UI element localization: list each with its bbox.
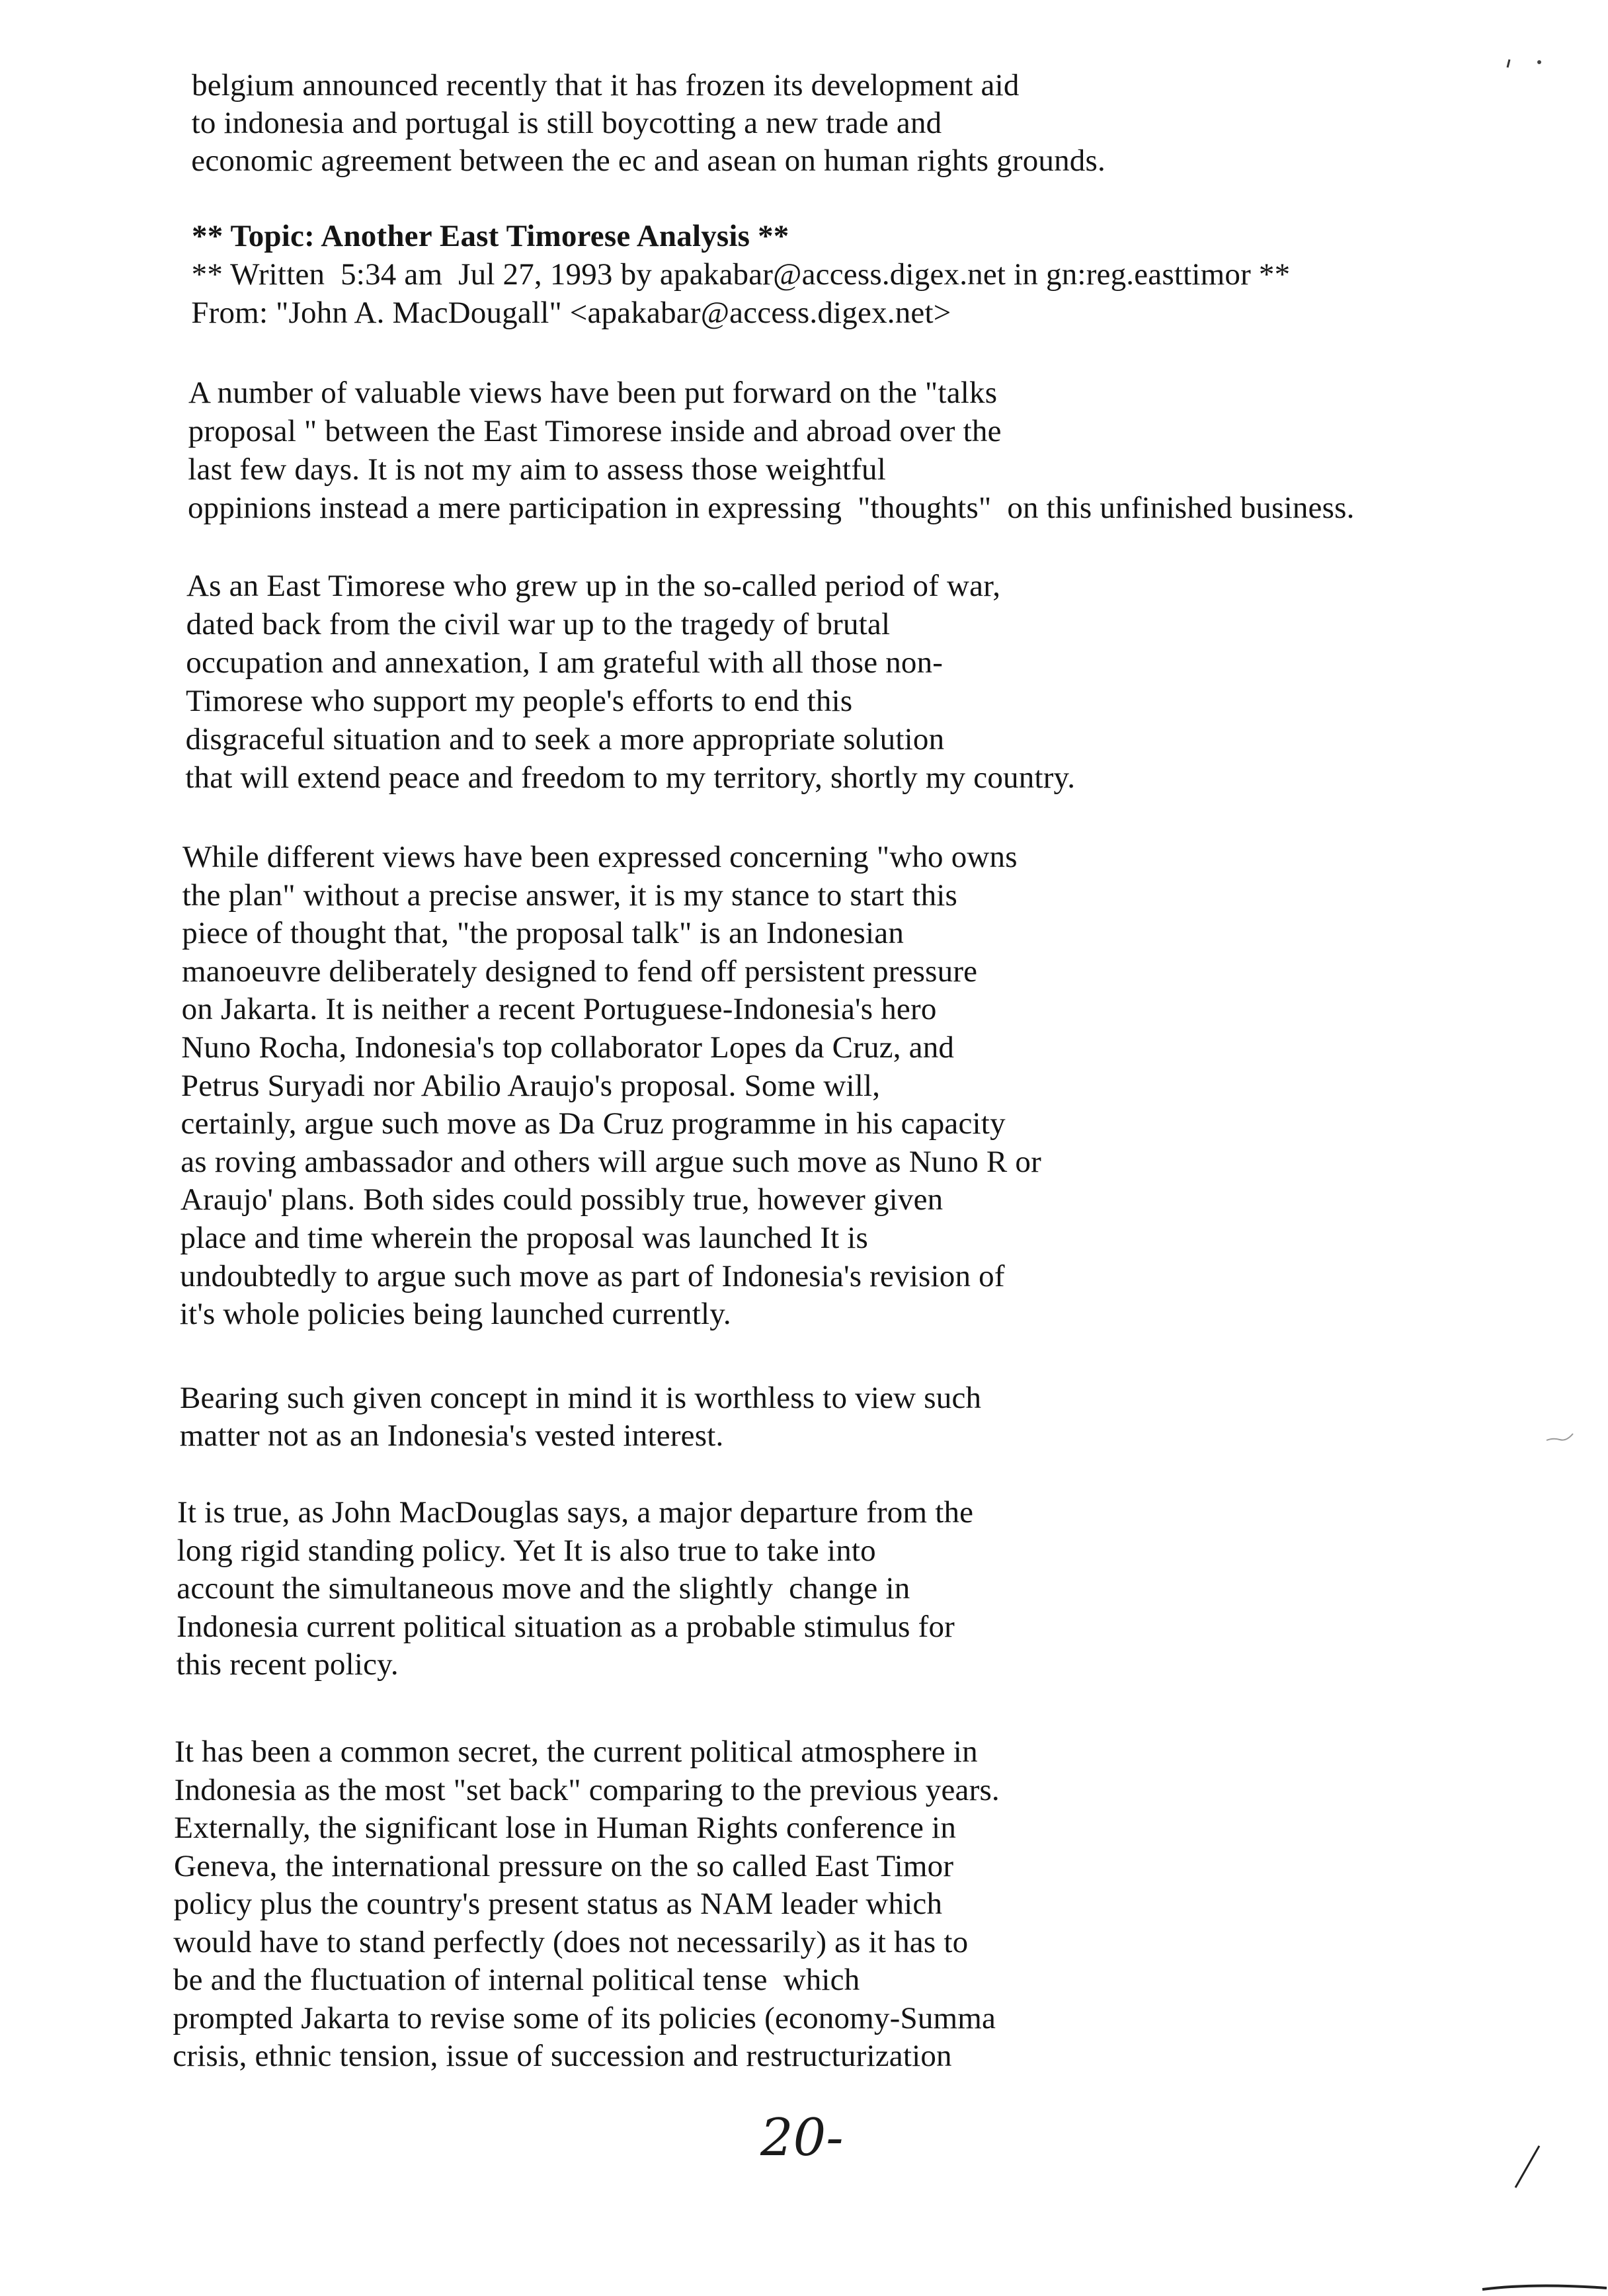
text-line: As an East Timorese who grew up in the so-called period of war, bbox=[186, 569, 1001, 603]
text-line: occupation and annexation, I am grateful with all those non- bbox=[186, 645, 944, 680]
text-line: piece of thought that, "the proposal talk" is an Indonesian bbox=[182, 916, 904, 951]
text-line: would have to stand perfectly (does not necessarily) as it has to bbox=[173, 1924, 969, 1959]
text-line: dated back from the civil war up to the tragedy of brutal bbox=[186, 607, 891, 641]
text-line: ** Written 5:34 am Jul 27, 1993 by apakabar@access.digex.net in gn:reg.easttimor ** bbox=[191, 257, 1291, 292]
text-line: manoeuvre deliberately designed to fend off persistent pressure bbox=[181, 954, 978, 989]
text-line: Geneva, the international pressure on the so called East Timor bbox=[173, 1848, 954, 1883]
text-line: matter not as an Indonesia's vested interest. bbox=[179, 1418, 724, 1453]
text-line: disgraceful situation and to seek a more appropriate solution bbox=[185, 722, 945, 757]
text-line: proposal " between the East Timorese inside and abroad over the bbox=[188, 414, 1002, 448]
scan-mark-top-right bbox=[1501, 53, 1554, 73]
handwritten-page-number: 20- bbox=[760, 2108, 844, 2168]
text-line: undoubtedly to argue such move as part of Indonesia's revision of bbox=[180, 1258, 1005, 1293]
text-line: that will extend peace and freedom to my territory, shortly my country. bbox=[185, 760, 1076, 795]
text-line: it's whole policies being launched currently. bbox=[179, 1297, 731, 1332]
text-line: this recent policy. bbox=[176, 1647, 399, 1682]
text-line: It has been a common secret, the current political atmosphere in bbox=[175, 1735, 978, 1769]
text-line: Indonesia current political situation as a probable stimulus for bbox=[176, 1609, 955, 1644]
text-line: While different views have been expressed concerning "who owns bbox=[182, 840, 1018, 874]
text-line: account the simultaneous move and the slightly change in bbox=[177, 1571, 910, 1606]
text-line: Nuno Rocha, Indonesia's top collaborator Lopes da Cruz, and bbox=[181, 1030, 955, 1065]
text-line: be and the fluctuation of internal political tense which bbox=[173, 1963, 860, 1997]
text-line: belgium announced recently that it has frozen its development aid bbox=[192, 68, 1020, 102]
text-line: as roving ambassador and others will argue such move as Nuno R or bbox=[181, 1144, 1041, 1179]
text-line: long rigid standing policy. Yet It is also true to take into bbox=[177, 1533, 876, 1568]
scan-mark-bottom-right bbox=[1474, 2143, 1608, 2296]
text-line: last few days. It is not my aim to assess those weightful bbox=[188, 452, 887, 487]
text-line: prompted Jakarta to revise some of its policies (economy-Summa bbox=[173, 2000, 996, 2035]
text-line: economic agreement between the ec and asean on human rights grounds. bbox=[191, 144, 1106, 178]
text-line: to indonesia and portugal is still boycotting a new trade and bbox=[191, 106, 942, 140]
text-line: place and time wherein the proposal was launched It is bbox=[180, 1221, 869, 1255]
text-line: Externally, the significant lose in Human Rights conference in bbox=[174, 1811, 957, 1845]
text-line: Timorese who support my people's efforts to end this bbox=[185, 684, 853, 718]
text-line: oppinions instead a mere participation in expressing "thoughts" on this unfinished business. bbox=[187, 491, 1355, 525]
text-line: Bearing such given concept in mind it is worthless to view such bbox=[180, 1381, 982, 1415]
text-line: Indonesia as the most "set back" comparing to the previous years. bbox=[174, 1772, 1000, 1807]
text-line: certainly, argue such move as Da Cruz programme in his capacity bbox=[181, 1106, 1006, 1141]
text-line: the plan" without a precise answer, it is my stance to start this bbox=[182, 878, 958, 913]
text-line: It is true, as John MacDouglas says, a major departure from the bbox=[177, 1495, 974, 1530]
text-line: Petrus Suryadi nor Abilio Araujo's proposal. Some will, bbox=[181, 1068, 881, 1103]
text-line: From: "John A. MacDougall" <apakabar@access.digex.net> bbox=[191, 296, 951, 330]
scan-mark-right bbox=[1544, 1428, 1577, 1448]
text-line: policy plus the country's present status as NAM leader which bbox=[173, 1887, 943, 1921]
text-line: crisis, ethnic tension, issue of succession and restructurization bbox=[173, 2039, 952, 2073]
text-line: ** Topic: Another East Timorese Analysis ** bbox=[192, 219, 789, 253]
text-line: on Jakarta. It is neither a recent Portuguese-Indonesia's hero bbox=[181, 992, 937, 1027]
text-line: A number of valuable views have been put forward on the "talks bbox=[188, 376, 998, 410]
text-line: Araujo' plans. Both sides could possibly true, however given bbox=[180, 1182, 944, 1217]
